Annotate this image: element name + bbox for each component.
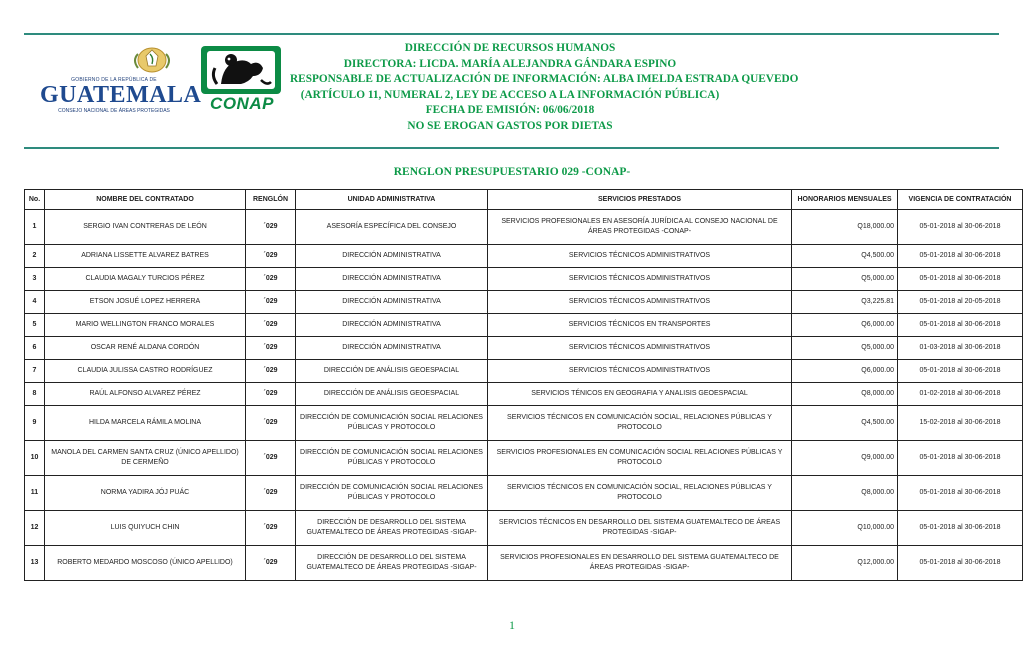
budget-line: ´029: [246, 511, 296, 546]
column-header: UNIDAD ADMINISTRATIVA: [296, 190, 488, 210]
budget-line: ´029: [246, 245, 296, 268]
monthly-fee: Q8,000.00: [792, 383, 898, 406]
column-header: NOMBRE DEL CONTRATADO: [45, 190, 246, 210]
table-row: [25, 511, 1023, 546]
table-body: [25, 210, 1023, 581]
page-number: 1: [509, 618, 515, 632]
monthly-fee: Q18,000.00: [792, 210, 898, 245]
header-line: RESPONSABLE DE ACTUALIZACIÓN DE INFORMACIÓN: ALBA IMELDA ESTRADA QUEVEDO: [290, 73, 799, 86]
table-row: [25, 546, 1023, 581]
conap-logo: [198, 46, 286, 114]
row-number: 1: [25, 210, 45, 245]
administrative-unit: DIRECCIÓN ADMINISTRATIVA: [296, 268, 488, 291]
contract-period: 05-01-2018 al 30-06-2018: [898, 210, 1023, 245]
contractor-name: ADRIANA LISSETTE ALVAREZ BATRES: [45, 245, 246, 268]
contract-period: 05-01-2018 al 30-06-2018: [898, 245, 1023, 268]
header-line: FECHA DE EMISIÓN: 06/06/2018: [425, 104, 595, 117]
contractor-name: ROBERTO MEDARDO MOSCOSO (ÚNICO APELLIDO): [45, 546, 246, 581]
column-header: VIGENCIA DE CONTRATACIÓN: [898, 190, 1023, 210]
column-header: No.: [25, 190, 45, 210]
table-row: [25, 314, 1023, 337]
administrative-unit: DIRECCIÓN ADMINISTRATIVA: [296, 337, 488, 360]
table-row: [25, 337, 1023, 360]
contractor-name: OSCAR RENÉ ALDANA CORDÓN: [45, 337, 246, 360]
administrative-unit: DIRECCIÓN DE COMUNICACIÓN SOCIAL RELACIONES PÚBLICAS Y PROTOCOLO: [296, 441, 488, 476]
budget-line: ´029: [246, 314, 296, 337]
table-row: [25, 383, 1023, 406]
monthly-fee: Q4,500.00: [792, 406, 898, 441]
services-provided: SERVICIOS TÉNICOS EN GEOGRAFIA Y ANALISIS GEOESPACIAL: [488, 383, 792, 406]
services-provided: SERVICIOS TÉCNICOS EN COMUNICACIÓN SOCIAL, RELACIONES PÚBLICAS Y PROTOCOLO: [488, 406, 792, 441]
row-number: 13: [25, 546, 45, 581]
budget-line: ´029: [246, 291, 296, 314]
row-number: 12: [25, 511, 45, 546]
table-header-row: [25, 190, 1023, 210]
row-number: 9: [25, 406, 45, 441]
administrative-unit: ASESORÍA ESPECÍFICA DEL CONSEJO: [296, 210, 488, 245]
monthly-fee: Q9,000.00: [792, 441, 898, 476]
row-number: 4: [25, 291, 45, 314]
budget-line: ´029: [246, 268, 296, 291]
header-line: NO SE EROGAN GASTOS POR DIETAS: [407, 119, 613, 132]
row-number: 7: [25, 360, 45, 383]
guatemala-logo-top-text: GOBIERNO DE LA REPÚBLICA DE: [71, 77, 157, 83]
table-row: [25, 360, 1023, 383]
monthly-fee: Q8,000.00: [792, 476, 898, 511]
table-row: [25, 291, 1023, 314]
conap-logo-name: CONAP: [210, 94, 274, 113]
administrative-unit: DIRECCIÓN ADMINISTRATIVA: [296, 314, 488, 337]
services-provided: SERVICIOS TÉCNICOS EN DESARROLLO DEL SISTEMA GUATEMALTECO DE ÁREAS PROTEGIDAS -SIGAP-: [488, 511, 792, 546]
contracts-table: [24, 189, 1023, 581]
guatemala-logo: [40, 44, 202, 118]
monthly-fee: Q12,000.00: [792, 546, 898, 581]
administrative-unit: DIRECCIÓN DE COMUNICACIÓN SOCIAL RELACIONES PÚBLICAS Y PROTOCOLO: [296, 406, 488, 441]
table-row: [25, 245, 1023, 268]
top-rule: [24, 33, 999, 35]
contractor-name: RAÚL ALFONSO ALVAREZ PÉREZ: [45, 383, 246, 406]
contract-period: 05-01-2018 al 30-06-2018: [898, 441, 1023, 476]
table-row: [25, 476, 1023, 511]
jaguar-emblem-icon: [201, 46, 281, 94]
document-header: [290, 41, 799, 135]
column-header: RENGLÓN: [246, 190, 296, 210]
conap-logo-box: [201, 46, 281, 94]
contract-period: 05-01-2018 al 20-05-2018: [898, 291, 1023, 314]
contract-period: 15-02-2018 al 30-06-2018: [898, 406, 1023, 441]
services-provided: SERVICIOS PROFESIONALES EN ASESORÍA JURÍDICA AL CONSEJO NACIONAL DE ÁREAS PROTEGIDAS -CONAP-: [488, 210, 792, 245]
contractor-name: ETSON JOSUÉ LOPEZ HERRERA: [45, 291, 246, 314]
contract-period: 05-01-2018 al 30-06-2018: [898, 476, 1023, 511]
budget-line: ´029: [246, 406, 296, 441]
budget-line: ´029: [246, 337, 296, 360]
row-number: 2: [25, 245, 45, 268]
contract-period: 01-02-2018 al 30-06-2018: [898, 383, 1023, 406]
table-row: [25, 268, 1023, 291]
services-provided: SERVICIOS TÉCNICOS ADMINISTRATIVOS: [488, 360, 792, 383]
budget-line: ´029: [246, 383, 296, 406]
budget-line: ´029: [246, 476, 296, 511]
contract-period: 05-01-2018 al 30-06-2018: [898, 314, 1023, 337]
monthly-fee: Q10,000.00: [792, 511, 898, 546]
monthly-fee: Q3,225.81: [792, 291, 898, 314]
administrative-unit: DIRECCIÓN DE DESARROLLO DEL SISTEMA GUATEMALTECO DE ÁREAS PROTEGIDAS -SIGAP-: [296, 511, 488, 546]
header-line: DIRECCIÓN DE RECURSOS HUMANOS: [404, 42, 616, 54]
services-provided: SERVICIOS TÉCNICOS EN TRANSPORTES: [488, 314, 792, 337]
contractor-name: CLAUDIA JULISSA CASTRO RODRÍGUEZ: [45, 360, 246, 383]
services-provided: SERVICIOS PROFESIONALES EN COMUNICACIÓN SOCIAL RELACIONES PÚBLICAS Y PROTOCOLO: [488, 441, 792, 476]
guatemala-logo-name: GUATEMALA: [40, 82, 202, 108]
administrative-unit: DIRECCIÓN ADMINISTRATIVA: [296, 291, 488, 314]
contractor-name: CLAUDIA MAGALY TURCIOS PÉREZ: [45, 268, 246, 291]
header-line: (ARTÍCULO 11, NUMERAL 2, LEY DE ACCESO A LA INFORMACIÓN PÚBLICA): [300, 88, 720, 101]
monthly-fee: Q5,000.00: [792, 268, 898, 291]
bottom-header-rule: [24, 147, 999, 149]
contractor-name: NORMA YADIRA JÓJ PUÁC: [45, 476, 246, 511]
services-provided: SERVICIOS PROFESIONALES EN DESARROLLO DEL SISTEMA GUATEMALTECO DE ÁREAS PROTEGIDAS -SIGAP-: [488, 546, 792, 581]
contract-period: 05-01-2018 al 30-06-2018: [898, 268, 1023, 291]
guatemala-logo-subtitle: CONSEJO NACIONAL DE ÁREAS PROTEGIDAS: [58, 108, 170, 114]
budget-line: ´029: [246, 360, 296, 383]
monthly-fee: Q5,000.00: [792, 337, 898, 360]
row-number: 6: [25, 337, 45, 360]
contractor-name: MANOLA DEL CARMEN SANTA CRUZ (ÚNICO APELLIDO) DE CERMEÑO: [45, 441, 246, 476]
contractor-name: HILDA MARCELA RÁMILA MOLINA: [45, 406, 246, 441]
services-provided: SERVICIOS TÉCNICOS EN COMUNICACIÓN SOCIAL, RELACIONES PÚBLICAS Y PROTOCOLO: [488, 476, 792, 511]
row-number: 11: [25, 476, 45, 511]
contractor-name: LUIS QUIYUCH CHIN: [45, 511, 246, 546]
monthly-fee: Q6,000.00: [792, 314, 898, 337]
table-row: [25, 210, 1023, 245]
table-row: [25, 441, 1023, 476]
column-header: SERVICIOS PRESTADOS: [488, 190, 792, 210]
contract-period: 05-01-2018 al 30-06-2018: [898, 360, 1023, 383]
row-number: 3: [25, 268, 45, 291]
header-line: DIRECTORA: LICDA. MARÍA ALEJANDRA GÁNDARA ESPINO: [343, 57, 677, 70]
administrative-unit: DIRECCIÓN DE ANÁLISIS GEOESPACIAL: [296, 383, 488, 406]
budget-line: ´029: [246, 441, 296, 476]
budget-line: ´029: [246, 210, 296, 245]
contractor-name: MARIO WELLINGTON FRANCO MORALES: [45, 314, 246, 337]
contractor-name: SERGIO IVAN CONTRERAS DE LEÓN: [45, 210, 246, 245]
administrative-unit: DIRECCIÓN DE DESARROLLO DEL SISTEMA GUATEMALTECO DE ÁREAS PROTEGIDAS -SIGAP-: [296, 546, 488, 581]
row-number: 8: [25, 383, 45, 406]
administrative-unit: DIRECCIÓN ADMINISTRATIVA: [296, 245, 488, 268]
contract-period: 05-01-2018 al 30-06-2018: [898, 511, 1023, 546]
monthly-fee: Q6,000.00: [792, 360, 898, 383]
services-provided: SERVICIOS TÉCNICOS ADMINISTRATIVOS: [488, 268, 792, 291]
row-number: 10: [25, 441, 45, 476]
contract-period: 01-03-2018 al 30-06-2018: [898, 337, 1023, 360]
administrative-unit: DIRECCIÓN DE ANÁLISIS GEOESPACIAL: [296, 360, 488, 383]
administrative-unit: DIRECCIÓN DE COMUNICACIÓN SOCIAL RELACIONES PÚBLICAS Y PROTOCOLO: [296, 476, 488, 511]
column-header: HONORARIOS MENSUALES: [792, 190, 898, 210]
services-provided: SERVICIOS TÉCNICOS ADMINISTRATIVOS: [488, 245, 792, 268]
monthly-fee: Q4,500.00: [792, 245, 898, 268]
table-row: [25, 406, 1023, 441]
section-title: RENGLON PRESUPUESTARIO 029 -CONAP-: [393, 166, 631, 178]
budget-line: ´029: [246, 546, 296, 581]
services-provided: SERVICIOS TÉCNICOS ADMINISTRATIVOS: [488, 291, 792, 314]
quetzal-seal-icon: [130, 44, 174, 74]
row-number: 5: [25, 314, 45, 337]
contract-period: 05-01-2018 al 30-06-2018: [898, 546, 1023, 581]
services-provided: SERVICIOS TÉCNICOS ADMINISTRATIVOS: [488, 337, 792, 360]
